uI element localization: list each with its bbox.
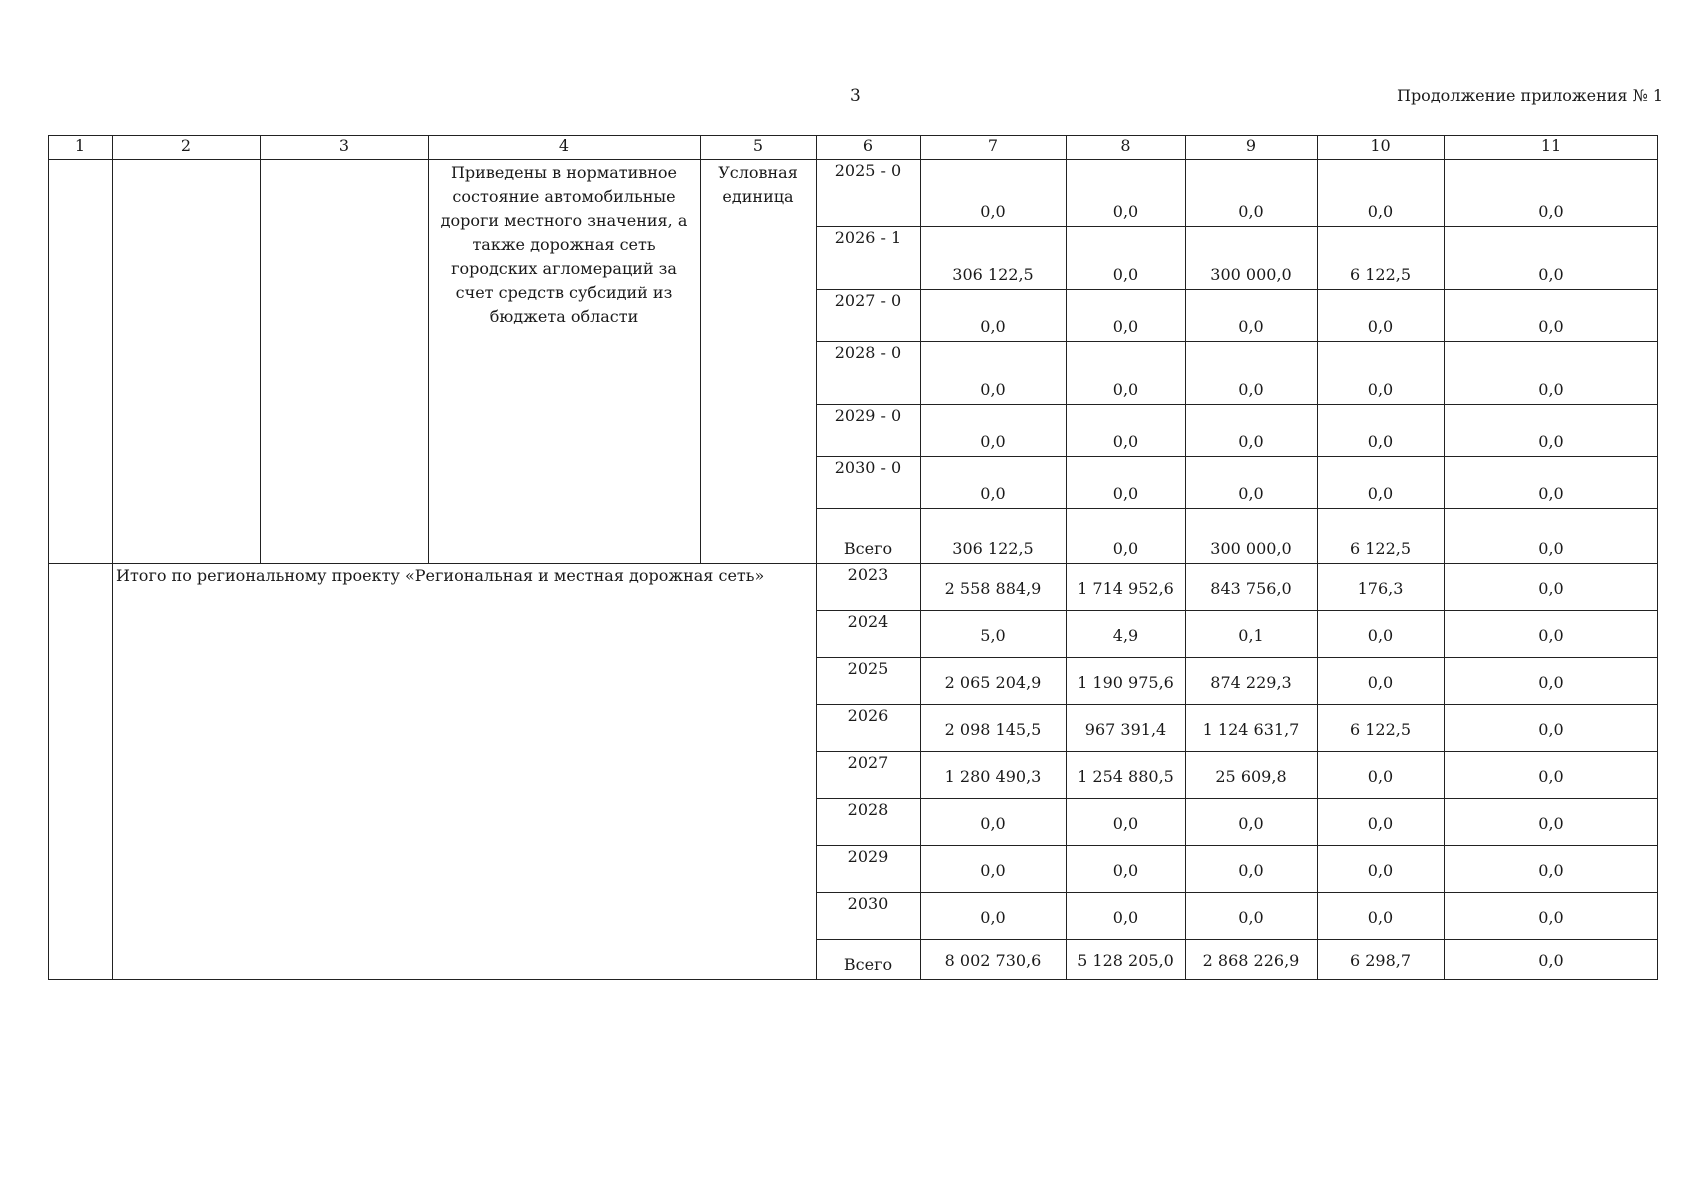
- table-right-border: [1657, 135, 1658, 980]
- total-value-cell-col10: [1317, 892, 1444, 939]
- total-value-cell-col9-text: 2 868 226,9: [1202, 951, 1300, 970]
- total-value-cell-col7-text: 1 280 490,3: [944, 766, 1042, 786]
- total-value-cell-col11-text: 0,0: [1538, 672, 1564, 692]
- header-col-7: [920, 135, 1066, 159]
- total-value-cell-col9: [1185, 892, 1317, 939]
- total-value-cell-col7: [920, 751, 1066, 798]
- total-value-cell-col10-text: 6 122,5: [1349, 719, 1412, 739]
- total-value-cell-col7-text: 2 098 145,5: [944, 719, 1042, 739]
- total-value-cell-col8-text: 4,9: [1112, 625, 1139, 645]
- total-period-cell-text: 2025: [847, 659, 889, 678]
- column-divider: [260, 135, 261, 563]
- value-cell-col7: [920, 289, 1066, 341]
- value-cell-col8: [1066, 289, 1185, 341]
- value-cell-col9: [1185, 289, 1317, 341]
- value-cell-col10: [1317, 289, 1444, 341]
- column-divider: [1317, 563, 1318, 979]
- value-cell-col11: [1444, 341, 1658, 404]
- value-cell-col7-text: 306 122,5: [952, 539, 1034, 558]
- value-cell-col9: [1185, 341, 1317, 404]
- total-value-cell-col10-text: 0,0: [1367, 672, 1394, 692]
- header-col-10: [1317, 135, 1444, 159]
- row-divider: [816, 845, 1658, 846]
- total-value-cell-col9: [1185, 563, 1317, 610]
- value-cell-col7: [920, 404, 1066, 456]
- total-value-cell-col8: [1066, 798, 1185, 845]
- column-divider: [112, 563, 113, 979]
- period-cell-text: 2028 - 0: [834, 343, 902, 362]
- total-value-cell-col9: [1185, 798, 1317, 845]
- header-bottom-border: [48, 159, 1658, 160]
- total-value-cell-col8-text: 1 714 952,6: [1077, 578, 1174, 598]
- total-value-cell-col9-text: 0,0: [1238, 860, 1264, 880]
- value-cell-col8: [1066, 404, 1185, 456]
- value-cell-col7-text: 0,0: [980, 202, 1006, 221]
- row-divider: [816, 508, 1658, 509]
- row-divider: [816, 404, 1658, 405]
- value-cell-col8: [1066, 341, 1185, 404]
- header-col-3-text: 3: [338, 136, 350, 155]
- column-divider: [920, 563, 921, 979]
- header-col-3: [260, 135, 428, 159]
- total-value-cell-col11: [1444, 563, 1658, 610]
- total-value-cell-col11-text: 0,0: [1538, 766, 1564, 786]
- total-value-cell-col9-text: 0,0: [1238, 813, 1264, 833]
- value-cell-col11-text: 0,0: [1538, 317, 1564, 336]
- total-value-cell-col7-text: 0,0: [980, 813, 1006, 833]
- total-value-cell-col11-text: 0,0: [1538, 719, 1564, 739]
- total-value-cell-col9-text: 0,1: [1238, 625, 1264, 645]
- value-cell-col11: [1444, 508, 1658, 563]
- period-cell-text: 2026 - 1: [834, 228, 902, 247]
- total-period-cell-text: Всего: [843, 955, 893, 974]
- total-value-cell-col8-text: 0,0: [1112, 907, 1139, 927]
- total-value-cell-col10: [1317, 939, 1444, 979]
- total-value-cell-col10: [1317, 610, 1444, 657]
- total-value-cell-col7-text: 2 558 884,9: [944, 578, 1042, 598]
- value-cell-col9: [1185, 226, 1317, 289]
- total-value-cell-col9-text: 25 609,8: [1215, 766, 1287, 786]
- total-value-cell-col11: [1444, 704, 1658, 751]
- total-value-cell-col8: [1066, 845, 1185, 892]
- table-top-border: [48, 135, 1658, 136]
- header-col-8-text: 8: [1120, 136, 1131, 155]
- column-divider: [1066, 135, 1067, 563]
- total-period-cell: [816, 845, 920, 892]
- header-col-6-text: 6: [862, 136, 874, 155]
- total-value-cell-col10-text: 0,0: [1367, 813, 1394, 833]
- total-period-cell: [816, 939, 920, 979]
- header-col-9-text: 9: [1245, 136, 1257, 155]
- total-period-cell: [816, 657, 920, 704]
- column-divider: [1317, 135, 1318, 563]
- period-cell-text: 2027 - 0: [834, 291, 902, 310]
- value-cell-col8-text: 0,0: [1112, 265, 1139, 284]
- header-col-2-text: 2: [180, 136, 192, 155]
- total-value-cell-col11: [1444, 798, 1658, 845]
- header-col-2: [112, 135, 260, 159]
- header-col-9: [1185, 135, 1317, 159]
- period-cell-text: 2030 - 0: [834, 458, 902, 477]
- value-cell-col10: [1317, 404, 1444, 456]
- header-col-4-text: 4: [558, 136, 570, 155]
- total-period-cell: [816, 704, 920, 751]
- total-value-cell-col7-text: 5,0: [980, 625, 1006, 645]
- total-value-cell-col10: [1317, 798, 1444, 845]
- total-value-cell-col9: [1185, 751, 1317, 798]
- value-cell-col11-text: 0,0: [1538, 432, 1564, 451]
- value-cell-col7: [920, 159, 1066, 226]
- total-value-cell-col9-text: 0,0: [1238, 907, 1264, 927]
- total-value-cell-col10-text: 6 298,7: [1349, 951, 1412, 970]
- column-divider: [816, 135, 817, 563]
- value-cell-col10-text: 0,0: [1367, 484, 1394, 503]
- total-value-cell-col11-text: 0,0: [1538, 625, 1564, 645]
- total-value-cell-col11-text: 0,0: [1538, 907, 1564, 927]
- column-divider: [1185, 563, 1186, 979]
- total-value-cell-col8: [1066, 563, 1185, 610]
- header-col-8: [1066, 135, 1185, 159]
- value-cell-col9-text: 0,0: [1238, 202, 1264, 221]
- column-divider: [700, 135, 701, 563]
- total-value-cell-col7: [920, 845, 1066, 892]
- total-value-cell-col7: [920, 563, 1066, 610]
- value-cell-col11: [1444, 404, 1658, 456]
- total-value-cell-col7-text: 2 065 204,9: [944, 672, 1042, 692]
- result-description: Приведены в нормативное состояние автомобильные дороги местного значения, а также дорожная сеть городских агломераций за счет средств субсидий из бюджета области: [440, 163, 688, 326]
- value-cell-col9-text: 300 000,0: [1210, 265, 1292, 284]
- total-period-cell: [816, 610, 920, 657]
- row-divider: [816, 341, 1658, 342]
- value-cell-col7: [920, 456, 1066, 508]
- total-value-cell-col8: [1066, 751, 1185, 798]
- total-value-cell-col7-text: 8 002 730,6: [944, 951, 1042, 970]
- value-cell-col7-text: 0,0: [980, 380, 1006, 399]
- total-period-cell: [816, 798, 920, 845]
- total-value-cell-col10: [1317, 704, 1444, 751]
- section-divider: [48, 563, 1658, 564]
- value-cell-col8-text: 0,0: [1112, 539, 1139, 558]
- row-divider: [816, 704, 1658, 705]
- total-value-cell-col8-text: 5 128 205,0: [1077, 951, 1174, 970]
- total-value-cell-col9-text: 843 756,0: [1210, 578, 1292, 598]
- total-value-cell-col8: [1066, 657, 1185, 704]
- value-cell-col8-text: 0,0: [1112, 432, 1139, 451]
- total-period-cell-text: 2027: [847, 753, 889, 772]
- value-cell-col8-text: 0,0: [1112, 202, 1139, 221]
- total-value-cell-col9: [1185, 939, 1317, 979]
- total-value-cell-col10-text: 0,0: [1367, 766, 1394, 786]
- row-divider: [816, 798, 1658, 799]
- period-cell-text: 2029 - 0: [834, 406, 902, 425]
- value-cell-col8: [1066, 456, 1185, 508]
- header-col-10-text: 10: [1370, 136, 1391, 155]
- total-value-cell-col11: [1444, 751, 1658, 798]
- total-value-cell-col8: [1066, 939, 1185, 979]
- total-period-cell-text: 2024: [847, 612, 889, 631]
- value-cell-col7-text: 306 122,5: [952, 265, 1034, 284]
- total-value-cell-col11: [1444, 610, 1658, 657]
- total-value-cell-col9: [1185, 657, 1317, 704]
- value-cell-col9: [1185, 456, 1317, 508]
- value-cell-col7: [920, 226, 1066, 289]
- value-cell-col11: [1444, 289, 1658, 341]
- value-cell-col9: [1185, 159, 1317, 226]
- value-cell-col7: [920, 341, 1066, 404]
- total-value-cell-col8-text: 967 391,4: [1084, 719, 1167, 739]
- value-cell-col10-text: 0,0: [1367, 202, 1394, 221]
- header-col-5: [700, 135, 816, 159]
- total-period-cell-text: 2029: [847, 847, 889, 866]
- table-left-border: [48, 135, 49, 979]
- header-col-5-text: 5: [752, 136, 764, 155]
- value-cell-col8-text: 0,0: [1112, 317, 1139, 336]
- total-value-cell-col7-text: 0,0: [980, 860, 1006, 880]
- table-bottom-border: [48, 979, 1658, 980]
- value-cell-col11-text: 0,0: [1538, 380, 1564, 399]
- value-cell-col7: [920, 508, 1066, 563]
- value-cell-col10-text: 6 122,5: [1349, 265, 1412, 284]
- row-divider: [816, 939, 1658, 940]
- value-cell-col10-text: 0,0: [1367, 317, 1394, 336]
- total-period-cell-text: 2026: [847, 706, 889, 725]
- value-cell-col8: [1066, 159, 1185, 226]
- total-period-cell-text: 2023: [847, 565, 889, 584]
- row-divider: [816, 226, 1658, 227]
- row-divider: [816, 892, 1658, 893]
- total-value-cell-col10: [1317, 845, 1444, 892]
- total-value-cell-col11: [1444, 657, 1658, 704]
- column-divider: [816, 563, 817, 979]
- row-divider: [816, 456, 1658, 457]
- header-col-11: [1444, 135, 1658, 159]
- total-value-cell-col7: [920, 939, 1066, 979]
- total-value-cell-col7-text: 0,0: [980, 907, 1006, 927]
- value-cell-col10-text: 0,0: [1367, 432, 1394, 451]
- page-number: 3: [850, 86, 861, 106]
- column-divider: [1444, 135, 1445, 563]
- total-value-cell-col9-text: 874 229,3: [1210, 672, 1292, 692]
- row-divider: [816, 751, 1658, 752]
- header-col-4: [428, 135, 700, 159]
- value-cell-col8: [1066, 226, 1185, 289]
- column-divider: [1185, 135, 1186, 563]
- total-value-cell-col8-text: 0,0: [1112, 860, 1139, 880]
- total-value-cell-col11-text: 0,0: [1538, 578, 1564, 598]
- total-period-cell: [816, 563, 920, 610]
- period-cell: [816, 226, 920, 289]
- value-cell-col10-text: 0,0: [1367, 380, 1394, 399]
- period-cell-text: Всего: [843, 539, 893, 558]
- value-cell-col9-text: 0,0: [1238, 380, 1264, 399]
- period-cell: [816, 456, 920, 508]
- value-cell-col8: [1066, 508, 1185, 563]
- value-cell-col10-text: 6 122,5: [1349, 539, 1412, 558]
- value-cell-col7-text: 0,0: [980, 317, 1006, 336]
- value-cell-col9-text: 0,0: [1238, 432, 1264, 451]
- budget-table: [48, 135, 1658, 1015]
- period-cell: [816, 289, 920, 341]
- value-cell-col8-text: 0,0: [1112, 484, 1139, 503]
- header-col-1-text: 1: [74, 136, 86, 155]
- total-value-cell-col11: [1444, 892, 1658, 939]
- total-value-cell-col7: [920, 892, 1066, 939]
- total-value-cell-col7: [920, 657, 1066, 704]
- row-divider: [816, 610, 1658, 611]
- total-period-cell-text: 2030: [847, 894, 889, 913]
- column-divider: [112, 135, 113, 563]
- header-col-11-text: 11: [1540, 136, 1562, 155]
- value-cell-col9-text: 0,0: [1238, 484, 1264, 503]
- total-period-cell-text: 2028: [847, 800, 889, 819]
- value-cell-col11-text: 0,0: [1538, 202, 1564, 221]
- total-value-cell-col10-text: 0,0: [1367, 907, 1394, 927]
- continuation-label: Продолжение приложения № 1: [1396, 86, 1663, 105]
- total-value-cell-col9: [1185, 704, 1317, 751]
- column-divider: [1444, 563, 1445, 979]
- period-cell-text: 2025 - 0: [834, 161, 902, 180]
- value-cell-col10: [1317, 341, 1444, 404]
- value-cell-col9: [1185, 404, 1317, 456]
- total-period-cell: [816, 751, 920, 798]
- total-value-cell-col7: [920, 798, 1066, 845]
- header-col-6: [816, 135, 920, 159]
- period-cell: [816, 159, 920, 226]
- value-cell-col11: [1444, 456, 1658, 508]
- total-value-cell-col9: [1185, 845, 1317, 892]
- value-cell-col11: [1444, 226, 1658, 289]
- total-value-cell-col11-text: 0,0: [1538, 951, 1564, 970]
- value-cell-col10: [1317, 456, 1444, 508]
- header-col-7-text: 7: [987, 136, 999, 155]
- total-value-cell-col10: [1317, 563, 1444, 610]
- total-value-cell-col10-text: 0,0: [1367, 625, 1394, 645]
- unit-label: Условная единица: [718, 163, 798, 206]
- value-cell-col11: [1444, 159, 1658, 226]
- total-value-cell-col11-text: 0,0: [1538, 860, 1564, 880]
- total-value-cell-col8: [1066, 704, 1185, 751]
- column-divider: [1066, 563, 1067, 979]
- total-period-cell: [816, 892, 920, 939]
- total-value-cell-col7: [920, 704, 1066, 751]
- row-divider: [816, 657, 1658, 658]
- total-value-cell-col8-text: 1 254 880,5: [1077, 766, 1174, 786]
- total-value-cell-col10: [1317, 657, 1444, 704]
- value-cell-col7-text: 0,0: [980, 432, 1006, 451]
- value-cell-col9-text: 0,0: [1238, 317, 1264, 336]
- total-value-cell-col8: [1066, 892, 1185, 939]
- value-cell-col8-text: 0,0: [1112, 380, 1139, 399]
- value-cell-col7-text: 0,0: [980, 484, 1006, 503]
- total-value-cell-col9: [1185, 610, 1317, 657]
- header-col-1: [48, 135, 112, 159]
- value-cell-col9-text: 300 000,0: [1210, 539, 1292, 558]
- period-cell: [816, 404, 920, 456]
- value-cell-col9: [1185, 508, 1317, 563]
- total-value-cell-col11: [1444, 845, 1658, 892]
- value-cell-col10: [1317, 226, 1444, 289]
- period-cell: [816, 341, 920, 404]
- total-value-cell-col10-text: 176,3: [1357, 578, 1404, 598]
- value-cell-col10: [1317, 159, 1444, 226]
- total-value-cell-col8: [1066, 610, 1185, 657]
- total-value-cell-col10-text: 0,0: [1367, 860, 1394, 880]
- value-cell-col11-text: 0,0: [1538, 539, 1564, 558]
- total-value-cell-col10: [1317, 751, 1444, 798]
- value-cell-col10: [1317, 508, 1444, 563]
- period-cell: [816, 508, 920, 563]
- total-value-cell-col11-text: 0,0: [1538, 813, 1564, 833]
- total-value-cell-col8-text: 0,0: [1112, 813, 1139, 833]
- total-value-cell-col7: [920, 610, 1066, 657]
- column-divider: [428, 135, 429, 563]
- column-divider: [920, 135, 921, 563]
- value-cell-col11-text: 0,0: [1538, 484, 1564, 503]
- total-value-cell-col11: [1444, 939, 1658, 979]
- row-divider: [816, 289, 1658, 290]
- project-total-label: Итого по региональному проекту «Региональная и местная дорожная сеть»: [116, 566, 765, 585]
- value-cell-col11-text: 0,0: [1538, 265, 1564, 284]
- total-value-cell-col9-text: 1 124 631,7: [1202, 719, 1300, 739]
- total-value-cell-col8-text: 1 190 975,6: [1077, 672, 1174, 692]
